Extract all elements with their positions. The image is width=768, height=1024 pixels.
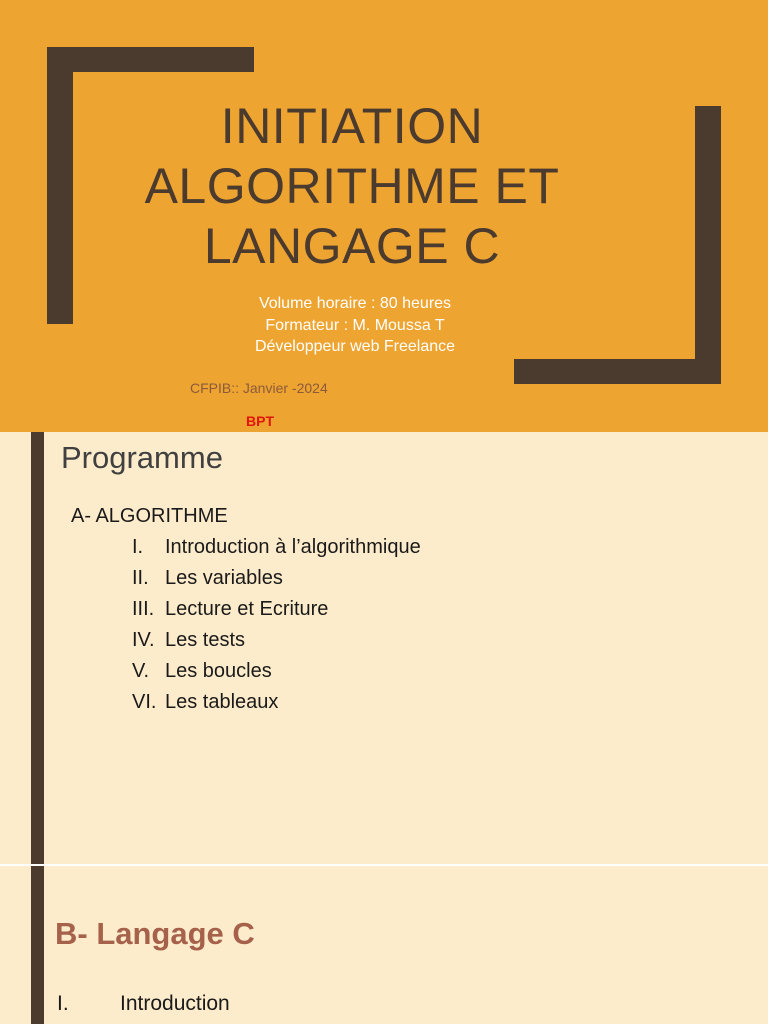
list-item-label: Les tests (165, 629, 246, 651)
list-item (120, 567, 283, 598)
list-item-label: Lecture et Ecriture (165, 598, 329, 620)
slide-title-line: ALGORITHME ET (144, 158, 560, 214)
corner-bracket-top-left (47, 47, 254, 72)
accent-bar (31, 432, 44, 864)
subtitle-trainer: Formateur : M. Moussa T (265, 316, 445, 334)
list-item-number: I. (132, 536, 144, 558)
corner-bracket-top-left (47, 47, 73, 324)
list-item-label: Les boucles (165, 660, 272, 682)
accent-bar (31, 866, 44, 1024)
list-item (120, 536, 421, 567)
section-heading: A- ALGORITHME (71, 505, 228, 527)
slide-title-line: LANGAGE C (203, 218, 501, 274)
subtitle-hours: Volume horaire : 80 heures (258, 295, 452, 312)
title-slide (0, 0, 768, 432)
list-item-label: Introduction à l’algorithmique (165, 536, 421, 558)
corner-bracket-bottom-right (514, 359, 721, 384)
program-slide (0, 432, 768, 864)
slide-title: Programme (61, 440, 223, 475)
list-item (120, 598, 329, 629)
list-item (120, 629, 246, 660)
language-slide (0, 866, 768, 1024)
list-item-number: II. (132, 567, 149, 589)
list-item (120, 660, 272, 691)
list-item-number: V. (132, 660, 150, 682)
slide-subtitle (100, 293, 620, 358)
slide-title (100, 96, 604, 276)
subtitle-role: Développeur web Freelance (254, 338, 456, 355)
list-item-label: Les variables (165, 567, 283, 589)
slide-title-line: INITIATION (220, 98, 484, 154)
date-line: CFPIB:: Janvier -2024 (190, 380, 328, 396)
list-item-number: I. (57, 992, 69, 1015)
list-item (120, 691, 279, 722)
list-item-number: VI. (132, 691, 157, 713)
list-item-label: Les tableaux (165, 691, 279, 713)
corner-bracket-bottom-right (695, 106, 721, 383)
topic-list (120, 536, 421, 722)
list-item-label: Introduction (120, 992, 230, 1015)
slide-title: B- Langage C (55, 916, 255, 951)
list-item-number: III. (132, 598, 155, 620)
list-item-number: IV. (132, 629, 155, 651)
tag-label: BPT (246, 413, 274, 429)
